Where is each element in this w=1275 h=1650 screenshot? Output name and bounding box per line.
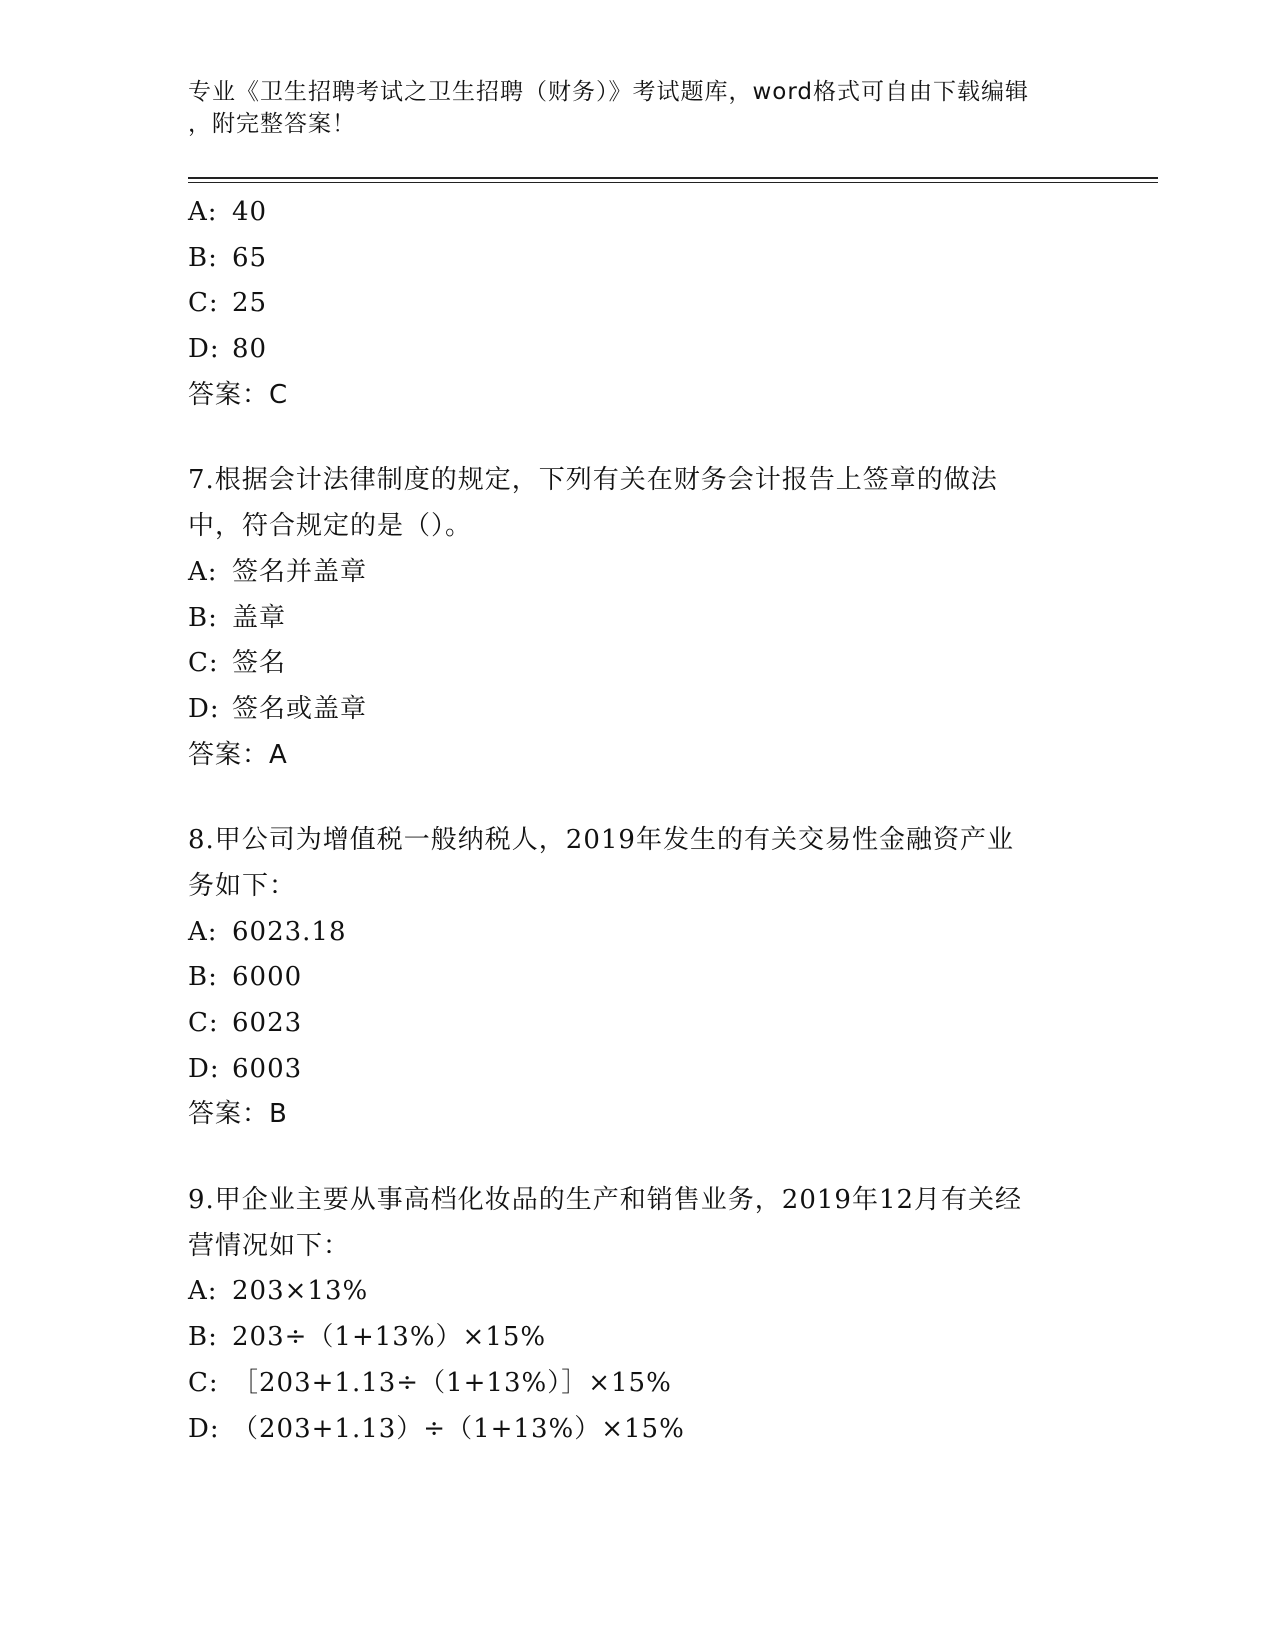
option-b: B: 65 bbox=[188, 242, 268, 273]
option-a: A: 203×13% bbox=[188, 1276, 369, 1307]
option-d: D: 签名或盖章 bbox=[188, 693, 368, 724]
question-stem: 7.根据会计法律制度的规定，下列有关在财务会计报告上签章的做法 bbox=[188, 465, 998, 496]
question-7-block bbox=[188, 458, 1088, 778]
option-b: B: 203÷（1+13%）×15% bbox=[188, 1322, 547, 1353]
option-d: D: 6003 bbox=[188, 1053, 303, 1084]
question-content bbox=[188, 190, 1088, 1452]
question-stem: 8.甲公司为增值税一般纳税人，2019年发生的有关交易性金融资产业 bbox=[188, 825, 1014, 856]
spacer bbox=[188, 1138, 1088, 1178]
question-stem-continued: 营情况如下： bbox=[188, 1230, 351, 1261]
option-a: A: 40 bbox=[188, 197, 268, 227]
spacer bbox=[188, 418, 1088, 458]
option-c: C: 6023 bbox=[188, 1008, 303, 1038]
option-b: B: 盖章 bbox=[188, 602, 287, 633]
header-line-1: 专业《卫生招聘考试之卫生招聘（财务）》考试题库，word格式可自由下载编辑 bbox=[188, 79, 1030, 105]
header-line-2: ，附完整答案！ bbox=[188, 111, 356, 137]
option-a: A: 6023.18 bbox=[188, 916, 347, 947]
header-rule-thin bbox=[188, 182, 1158, 183]
question-stem: 9.甲企业主要从事高档化妆品的生产和销售业务，2019年12月有关经 bbox=[188, 1185, 1023, 1216]
option-c: C: ［203+1.13÷（1+13%）］×15% bbox=[188, 1367, 672, 1398]
answer-line: 答案：A bbox=[188, 739, 288, 770]
option-d: D: 80 bbox=[188, 334, 268, 365]
option-d: D: （203+1.13）÷（1+13%）×15% bbox=[188, 1413, 685, 1444]
question-8-block bbox=[188, 818, 1088, 1138]
header-rule-thick bbox=[188, 177, 1158, 179]
question-stem-continued: 中，符合规定的是（）。 bbox=[188, 511, 473, 542]
spacer bbox=[188, 778, 1088, 818]
answer-line: 答案：B bbox=[188, 1099, 288, 1130]
option-c: C: 签名 bbox=[188, 648, 287, 679]
answer-line: 答案：C bbox=[188, 379, 289, 410]
option-a: A: 签名并盖章 bbox=[188, 556, 368, 587]
question-6-block bbox=[188, 190, 1088, 418]
document-header bbox=[188, 76, 1088, 140]
question-9-block bbox=[188, 1178, 1088, 1452]
question-stem-continued: 务如下： bbox=[188, 870, 297, 901]
option-c: C: 25 bbox=[188, 288, 268, 319]
option-b: B: 6000 bbox=[188, 962, 303, 993]
